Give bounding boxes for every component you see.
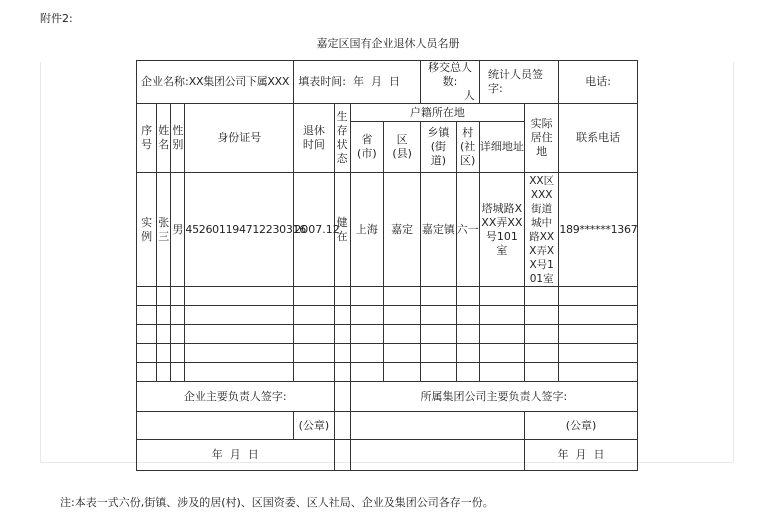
company-name-cell[interactable] [137,61,294,104]
table-row[interactable] [137,306,638,325]
row-province: 上海 [350,173,383,287]
seal-gap-cell [334,412,350,440]
seal-right: (公章) [565,418,597,432]
date-right-blank [350,440,524,471]
row-name: 张三 [157,173,171,287]
seal-right-blank [350,412,524,440]
row-contact: 189******1367 [559,173,638,287]
row-id-card: 452601194712230316 [185,173,294,287]
header-province: 省(市) [350,122,383,173]
page-frame-right [733,62,734,462]
transfer-total-cell[interactable] [421,61,479,104]
transfer-total-label: 移交总人数: [427,61,472,88]
date-gap-cell [334,440,350,471]
header-household: 户籍所在地 [350,104,524,122]
header-id-card: 身份证号 [185,104,294,173]
header-township: 乡镇(街道) [421,122,456,173]
row-township: 嘉定镇 [421,173,456,287]
header-residence: 实际居住地 [525,104,559,173]
phone-cell[interactable] [559,61,638,104]
fill-date: 年 月 日 [352,75,400,88]
header-district: 区(县) [383,122,420,173]
company-label: 企业名称: [141,75,189,88]
annex-label: 附件2: [40,12,73,25]
fill-time-label: 填表时间: [298,75,346,88]
date-left: 年 月 日 [211,448,259,461]
statistician-label: 统计人员签字: [488,68,543,95]
row-residence: XX区XXX街道城中路XXX弄XX号101室 [525,173,559,287]
statistician-cell[interactable] [479,61,559,104]
row-district: 嘉定 [383,173,420,287]
date-right: 年 月 日 [557,448,605,461]
table-row[interactable] [137,344,638,363]
fill-time-cell[interactable] [294,61,421,104]
date-left-cell[interactable] [137,440,335,471]
transfer-unit: 人 [463,89,475,102]
info-row [137,61,638,104]
header-retire-time: 退休时间 [294,104,334,173]
footnote: 注:本表一式六份,街镇、涉及的居(村)、区国资委、区人社局、企业及集团公司各存一份。 [60,496,494,509]
date-right-cell[interactable] [525,440,638,471]
seal-row [137,412,638,440]
table-row[interactable] [137,363,638,382]
row-seq: 实例 [137,173,157,287]
row-gender: 男 [171,173,185,287]
row-village: 六一 [456,173,479,287]
signature-gap-cell [334,382,350,412]
table-row[interactable] [137,287,638,306]
company-leader-signature-cell[interactable]: 企业主要负责人签字: [137,382,335,412]
row-retire-time: 2007.12 [294,173,334,287]
table-row[interactable] [137,325,638,344]
header-village: 村(社区) [456,122,479,173]
page-frame-left [40,62,41,462]
header-contact: 联系电话 [559,104,638,173]
retiree-register-table [136,60,638,471]
company-name-value: XX集团公司下属XXX [188,75,290,88]
seal-left: (公章) [298,418,330,432]
header-seq: 序号 [137,104,157,173]
header-alive-status: 生存状态 [334,104,350,173]
date-row [137,440,638,471]
row-alive-status: 健在 [334,173,350,287]
row-address: 塔城路XXX弄XX号101室 [479,173,524,287]
header-name: 姓名 [157,104,171,173]
phone-label: 电话: [585,75,612,88]
seal-left-blank [137,412,294,440]
seal-left-cell[interactable] [294,412,334,440]
form-title: 嘉定区国有企业退休人员名册 [316,37,460,50]
header-gender: 性别 [171,104,185,173]
header-address: 详细地址 [479,122,524,173]
signature-row [137,382,638,412]
example-row[interactable] [137,173,638,287]
group-leader-signature-cell[interactable]: 所属集团公司主要负责人签字: [350,382,637,412]
header-row-1 [137,104,638,122]
seal-right-cell[interactable] [525,412,638,440]
